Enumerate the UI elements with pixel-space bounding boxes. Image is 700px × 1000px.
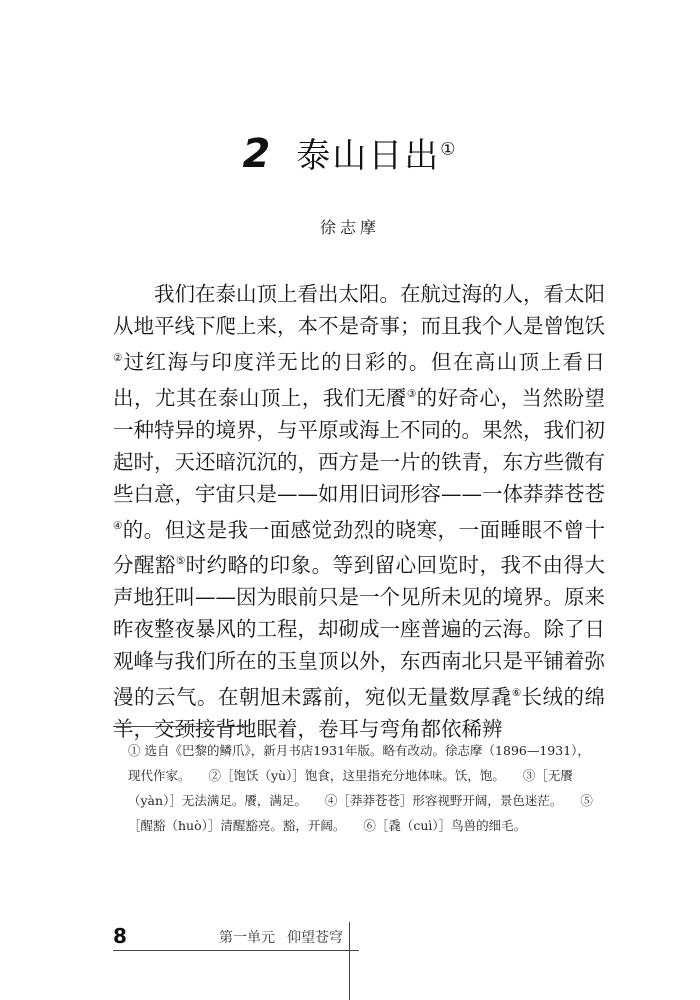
lesson-title-text: 泰山日出 (296, 136, 441, 176)
footnote-marker[interactable]: ② (113, 352, 124, 364)
footnote-1: ① 选自《巴黎的鳞爪》，新月书店1931年版。略有改动。徐志摩（1896—1931），现代作家。 (128, 743, 590, 783)
footnote-3: ③［无餍（yàn）］无法满足。餍，满足。 (128, 768, 573, 808)
paragraph: 我们在泰山顶上看出太阳。在航过海的人，看太阳从地平线下爬上来，本不是奇事；而且我个人是曾饱饫②过红海与印度洋无比的日彩的。但在高山顶上看日出，尤其在泰山顶上，我们无餍③的好奇心，当然盼望一种特异的境界，与平原或海上不同的。果然，我们初起时，天还暗沉沉的，西方是一片的铁青，东方些微有些白意，宇宙只是——如用旧词形容——一体莽莽苍苍④的。但这是我一面感觉劲烈的晓寒，一面睡眼不曾十分醒豁⑤时约略的印象。等到留心回览时，我不由得大声地狂叫——因为眼前只是一个见所未见的境界。原来昨夜整夜暴风的工程，却砌成一座普遍的云海。除了日观峰与我们所在的玉皇顶以外，东西南北只是平铺着弥漫的云气。在朝旭未露前，宛似无量数厚毳⑥长绒的绵羊，交颈接背地眠着，卷耳与弯角都依稀辨 (113, 282, 606, 742)
page-number: 8 (113, 924, 127, 948)
footnote-4: ④［莽莽苍苍］形容视野开阔，景色迷茫。 (324, 793, 563, 808)
unit-label (219, 927, 343, 947)
footnote-2: ②［饱饫（yù）］饱食，这里指充分地体味。饫，饱。 (208, 768, 505, 783)
footnotes (128, 738, 598, 838)
footnote-divider (113, 726, 248, 727)
footer-vertical-rule (349, 922, 350, 1000)
unit-name: 第一单元 (219, 930, 275, 946)
unit-theme: 仰望苍穹 (287, 930, 343, 946)
lesson-heading (0, 128, 700, 177)
footnote-5: ⑤［醒豁（huò）］清醒豁亮。豁，开阔。 (128, 793, 593, 833)
title-footnote-marker[interactable]: ① (440, 139, 458, 160)
body-text (113, 278, 605, 745)
author-name: 徐志摩 (319, 218, 380, 237)
footnote-marker[interactable]: ③ (406, 387, 417, 400)
lesson-number: 2 (242, 131, 271, 177)
footnote-marker[interactable]: ④ (113, 519, 123, 532)
footer-divider (113, 950, 359, 951)
footnote-6: ⑥［毳（cuì）］鸟兽的细毛。 (363, 818, 527, 833)
footnote-marker[interactable]: ⑤ (175, 555, 186, 568)
lesson-title (296, 128, 457, 177)
footnote-marker[interactable]: ⑥ (511, 687, 522, 700)
